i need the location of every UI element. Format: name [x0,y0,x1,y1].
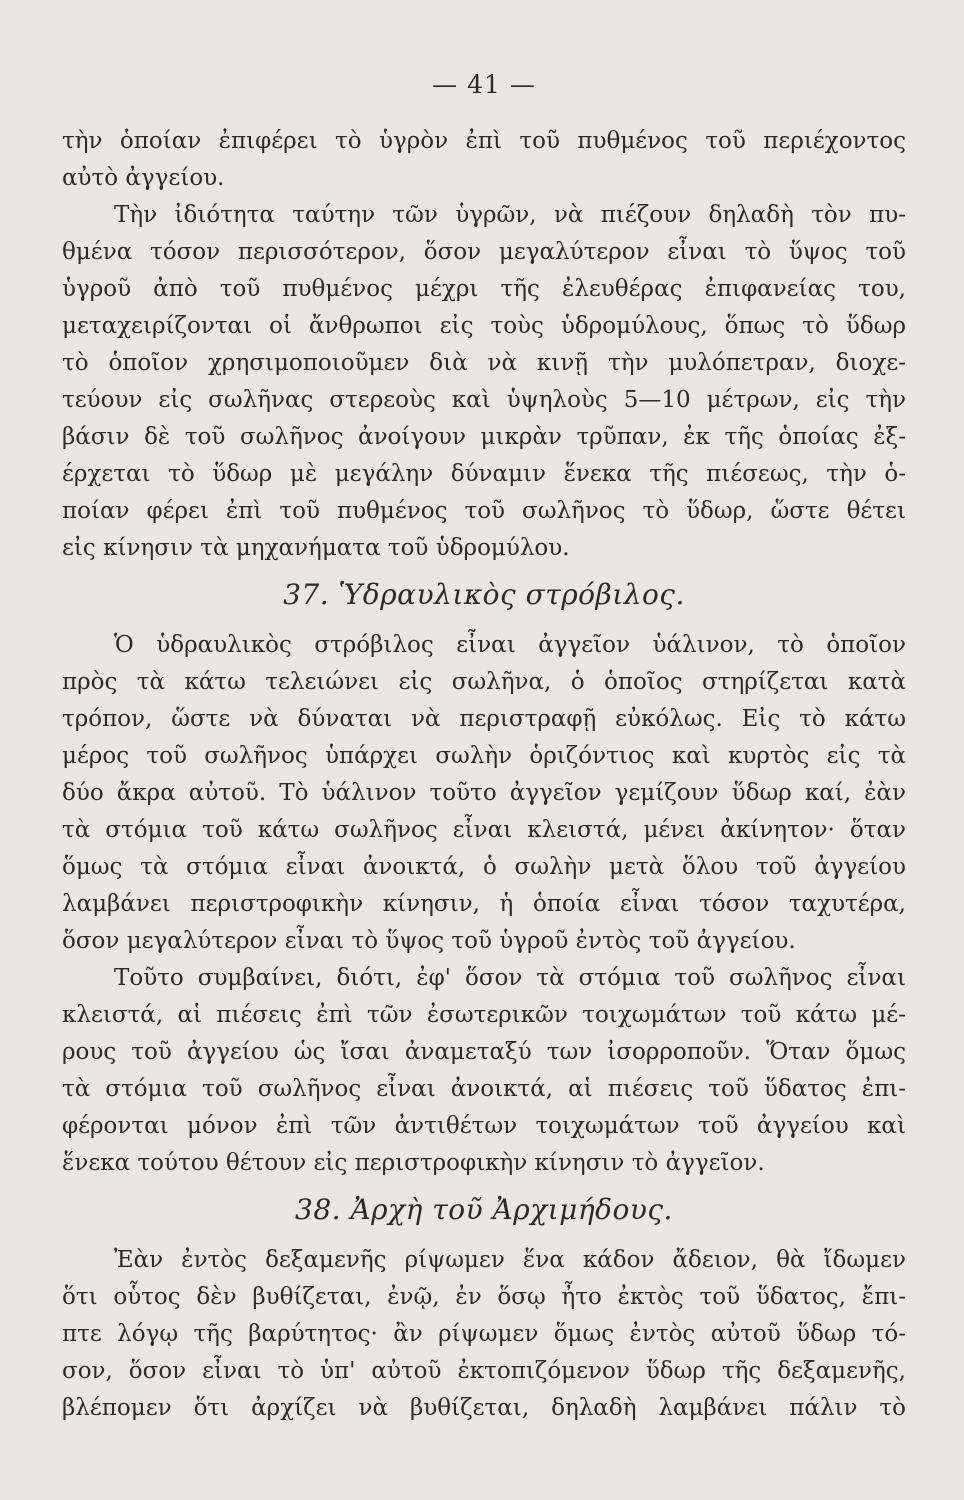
text-line: αὐτὸ ἀγγείου. [62,165,225,191]
text-line: Τὴν ἰδιότητα ταύτην τῶν ὑγρῶν, νὰ πιέζουν δηλαδὴ τὸν πυ- [114,202,906,228]
text-line: Τοῦτο συμβαίνει, διότι, ἐφ' ὅσον τὰ στόμια τοῦ σωλῆνος εἶναι [114,965,906,991]
text-line: φέρονται μόνον ἐπὶ τῶν ἀντιθέτων τοιχωμάτων τοῦ ἀγγείου καὶ [62,1113,906,1139]
text-line: Ἐὰν ἐντὸς δεξαμενῆς ρίψωμεν ἕνα κάδον ἄδειον, θὰ ἴδωμεν [114,1247,906,1273]
text-line: ὅμως τὰ στόμια εἶναι ἀνοικτά, ὁ σωλὴν μετὰ ὅλου τοῦ ἀγγείου [62,854,906,880]
text-line: ὅσον μεγαλύτερον εἶναι τὸ ὕψος τοῦ ὑγροῦ ἐντὸς τοῦ ἀγγείου. [62,928,796,954]
text-line: κλειστά, αἱ πιέσεις ἐπὶ τῶν ἐσωτερικῶν τοιχωμάτων τοῦ κάτω μέ- [62,1002,906,1028]
text-line: δύο ἄκρα αὐτοῦ. Τὸ ὑάλινον τοῦτο ἀγγεῖον γεμίζουν ὕδωρ καί, ἐὰν [62,780,906,806]
text-line: έρχεται τὸ ὕδωρ μὲ μεγάλην δύναμιν ἕνεκα τῆς πιέσεως, τὴν ὁ- [62,461,906,487]
text-line: μέρος τοῦ σωλῆνος ὑπάρχει σωλὴν ὁριζόντιος καὶ κυρτὸς εἰς τὰ [62,743,906,769]
text-line: σον, ὅσον εἶναι τὸ ὑπ' αὐτοῦ ἐκτοπιζόμενον ὕδωρ τῆς δεξαμενῆς, [62,1358,906,1384]
text-line: πτε λόγῳ τῆς βαρύτητος· ἂν ρίψωμεν ὅμως ἐντὸς αὐτοῦ ὕδωρ τό- [62,1321,906,1347]
text-line: τεύουν εἰς σωλῆνας στερεοὺς καὶ ὑψηλοὺς 5—10 μέτρων, εἰς τὴν [62,387,906,413]
page-number: — 41 — [432,70,536,99]
text-line: ὅτι οὗτος δὲν βυθίζεται, ἐνῷ, ἐν ὅσῳ ἦτο ἐκτὸς τοῦ ὕδατος, ἔπι- [62,1284,906,1310]
section-heading-38: 38. Ἀρχὴ τοῦ Ἀρχιμήδους. [295,1193,673,1226]
text-line: πρὸς τὰ κάτω τελειώνει εἰς σωλῆνα, ὁ ὁποῖος στηρίζεται κατὰ [62,669,906,695]
text-line: τὰ στόμια τοῦ σωλῆνος εἶναι ἀνοικτά, αἱ πιέσεις τοῦ ὕδατος ἐπι- [62,1076,906,1102]
text-line: ποίαν φέρει ἐπὶ τοῦ πυθμένος τοῦ σωλῆνος τὸ ὕδωρ, ὥστε θέτει [62,498,906,524]
text-line: τὰ στόμια τοῦ κάτω σωλῆνος εἶναι κλειστά, μένει ἀκίνητον· ὅταν [62,817,906,843]
text-line: θμένα τόσον περισσότερον, ὅσον μεγαλύτερον εἶναι τὸ ὕψος τοῦ [62,239,906,265]
text-line: Ὁ ὑδραυλικὸς στρόβιλος εἶναι ἀγγεῖον ὑάλινον, τὸ ὁποῖον [114,632,906,658]
text-line: ὑγροῦ ἀπὸ τοῦ πυθμένος μέχρι τῆς ἐλευθέρας ἐπιφανείας του, [62,276,906,302]
text-line: εἰς κίνησιν τὰ μηχανήματα τοῦ ὑδρομύλου. [62,535,570,561]
text-line: ρους τοῦ ἀγγείου ὡς ἴσαι ἀναμεταξύ των ἰσορροποῦν. Ὅταν ὅμως [62,1039,906,1065]
page-text [62,123,906,1427]
text-line: ἕνεκα τούτου θέτουν εἰς περιστροφικὴν κίνησιν τὸ ἀγγεῖον. [62,1150,765,1176]
text-line: τὴν ὁποίαν ἐπιφέρει τὸ ὑγρὸν ἐπὶ τοῦ πυθμένος τοῦ περιέχοντος [62,128,906,154]
section-heading-37: 37. Ὑδραυλικὸς στρόβιλος. [283,578,685,611]
text-line: βάσιν δὲ τοῦ σωλῆνος ἀνοίγουν μικρὰν τρῦπαν, ἐκ τῆς ὁποίας ἐξ- [62,424,906,450]
text-line: τὸ ὁποῖον χρησιμοποιοῦμεν διὰ νὰ κινῇ τὴν μυλόπετραν, διοχε- [62,350,906,376]
text-line: λαμβάνει περιστροφικὴν κίνησιν, ἡ ὁποία εἶναι τόσον ταχυτέρα, [62,891,906,917]
text-line: βλέπομεν ὅτι ἀρχίζει νὰ βυθίζεται, δηλαδὴ λαμβάνει πάλιν τὸ [62,1395,906,1421]
text-line: τρόπον, ὥστε νὰ δύναται νὰ περιστραφῇ εὐκόλως. Εἰς τὸ κάτω [62,706,906,732]
text-line: μεταχειρίζονται οἱ ἄνθρωποι εἰς τοὺς ὑδρομύλους, ὅπως τὸ ὕδωρ [62,313,906,339]
